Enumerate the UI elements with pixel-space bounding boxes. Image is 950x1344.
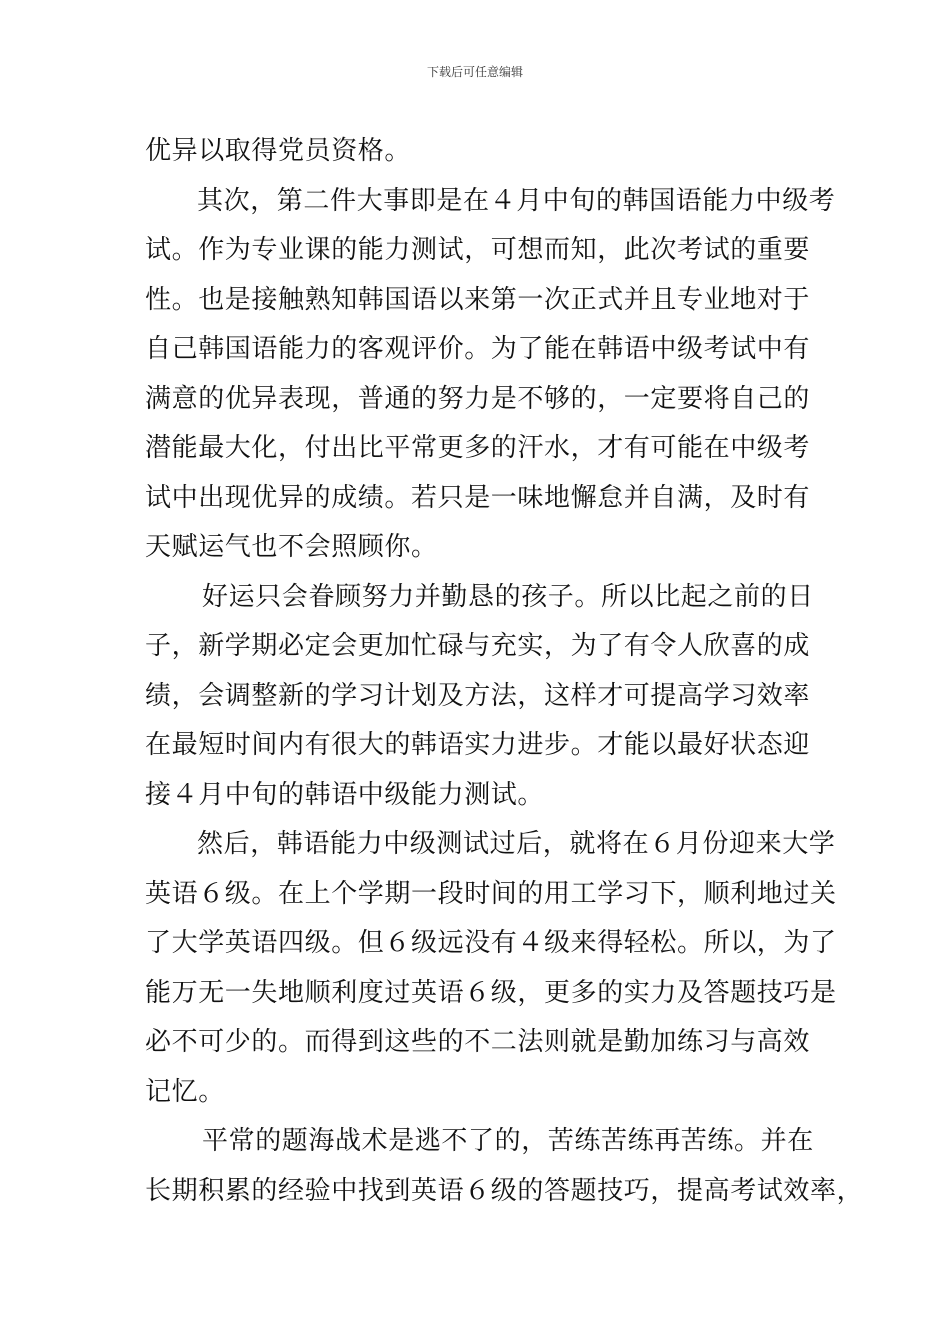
text-line: 在最短时间内有很大的韩语实力进步。才能以最好状态迎 — [145, 730, 811, 760]
text-line: 满意的优异表现，普通的努力是不够的，一定要将自己的 — [145, 383, 811, 414]
paragraph-start-line: 然后，韩语能力中级测试过后，就将在６月份迎来大学 — [197, 829, 836, 859]
text-line: 了大学英语四级。但６级远没有４级来得轻松。所以，为了 — [145, 928, 837, 958]
text-line: 接４月中旬的韩语中级能力测试。 — [145, 779, 545, 810]
text-line: 自己韩国语能力的客观评价。为了能在韩语中级考试中有 — [145, 334, 811, 364]
text-line: 绩，会调整新的学习计划及方法，这样才可提高学习效率 — [145, 680, 811, 711]
text-line: 性。也是接触熟知韩国语以来第一次正式并且专业地对于 — [145, 284, 811, 315]
paragraph-start-line: 其次，第二件大事即是在４月中旬的韩国语能力中级考 — [197, 185, 836, 216]
text-line: 天赋运气也不会照顾你。 — [145, 532, 438, 562]
text-line: 能万无一失地顺利度过英语６级，更多的实力及答题技巧是 — [145, 977, 837, 1008]
page-header: 下载后可任意编辑 — [426, 65, 523, 79]
text-line: 英语６级。在上个学期一段时间的用工学习下，顺利地过关 — [145, 878, 837, 909]
paragraph-start-line: 好运只会眷顾努力并勤恳的孩子。所以比起之前的日 — [202, 581, 814, 612]
document-body — [145, 127, 864, 1216]
text-line: 潜能最大化，付出比平常更多的汗水，才有可能在中级考 — [145, 433, 811, 463]
text-line: 长期积累的经验中找到英语６级的答题技巧，提高考试效率， — [145, 1175, 864, 1206]
text-line: 记忆。 — [145, 1076, 225, 1107]
text-line: 优异以取得党员资格。 — [145, 136, 412, 166]
text-line: 子，新学期必定会更加忙碌与充实，为了有令人欣喜的成 — [145, 631, 811, 661]
text-line: 试。作为专业课的能力测试，可想而知，此次考试的重要 — [145, 235, 811, 265]
paragraph-start-line: 平常的题海战术是逃不了的，苦练苦练再苦练。并在 — [202, 1126, 814, 1156]
text-line: 必不可少的。而得到这些的不二法则就是勤加练习与高效 — [145, 1027, 811, 1057]
text-line: 试中出现优异的成绩。若只是一味地懈怠并自满，及时有 — [145, 482, 811, 513]
